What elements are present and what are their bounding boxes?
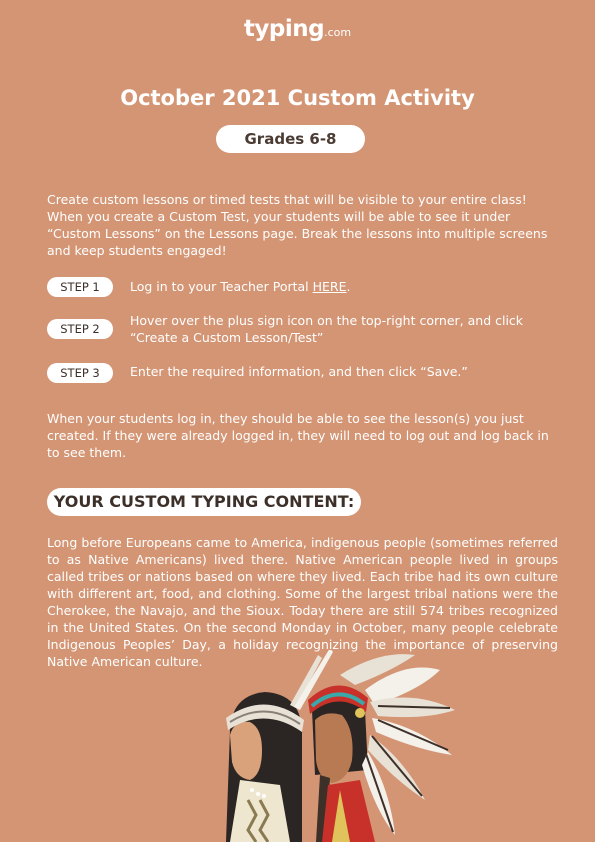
grades-badge: Grades 6-8 <box>216 125 365 153</box>
step-text: Enter the required information, and then click “Save.” <box>130 364 468 379</box>
step-1 <box>47 277 562 297</box>
typing-content: Long before Europeans came to America, indigenous people (sometimes referred to as Native Americans) lived there. Native American people lived in groups called tribes or nations based on where they lived. Each tribe had its own culture with different art, food, and clothing. Some of the largest tribal nations were the Cherokee, the Navajo, and the Sioux. Today there are still 574 tribes recognized in the United States. On the second Monday in October, many people celebrate Indigenous Peoples’ Day, a holiday recognizing the importance of preserving Native American culture. <box>47 535 558 669</box>
section-heading: YOUR CUSTOM TYPING CONTENT: <box>47 488 361 516</box>
intro-paragraph: Create custom lessons or timed tests that will be visible to your entire class! When you create a Custom Test, your students will be able to see it under “Custom Lessons” on the Lessons page. Break the lessons into multiple screens and keep students engaged! <box>47 192 548 258</box>
after-steps-paragraph: When your students log in, they should be able to see the lesson(s) you just created. If they were already logged in, they will need to log out and log back in to see them. <box>47 411 549 460</box>
step-3 <box>47 363 562 383</box>
step-badge: STEP 2 <box>47 319 113 339</box>
step-text <box>130 278 530 295</box>
logo-main: typing <box>243 16 325 42</box>
step-2 <box>47 312 562 346</box>
logo-domain: .com <box>324 26 352 39</box>
native-american-illustration <box>190 650 490 842</box>
page-title: October 2021 Custom Activity <box>120 86 475 110</box>
teacher-portal-link[interactable]: HERE <box>312 279 347 294</box>
step-badge: STEP 1 <box>47 277 113 297</box>
step-badge: STEP 3 <box>47 363 113 383</box>
step-text-after: . <box>346 279 351 294</box>
typing-logo[interactable] <box>0 16 595 42</box>
step-text: Hover over the plus sign icon on the top-right corner, and click “Create a Custom Lesson/Test” <box>130 313 524 345</box>
step-text-before: Log in to your Teacher Portal <box>130 279 313 294</box>
